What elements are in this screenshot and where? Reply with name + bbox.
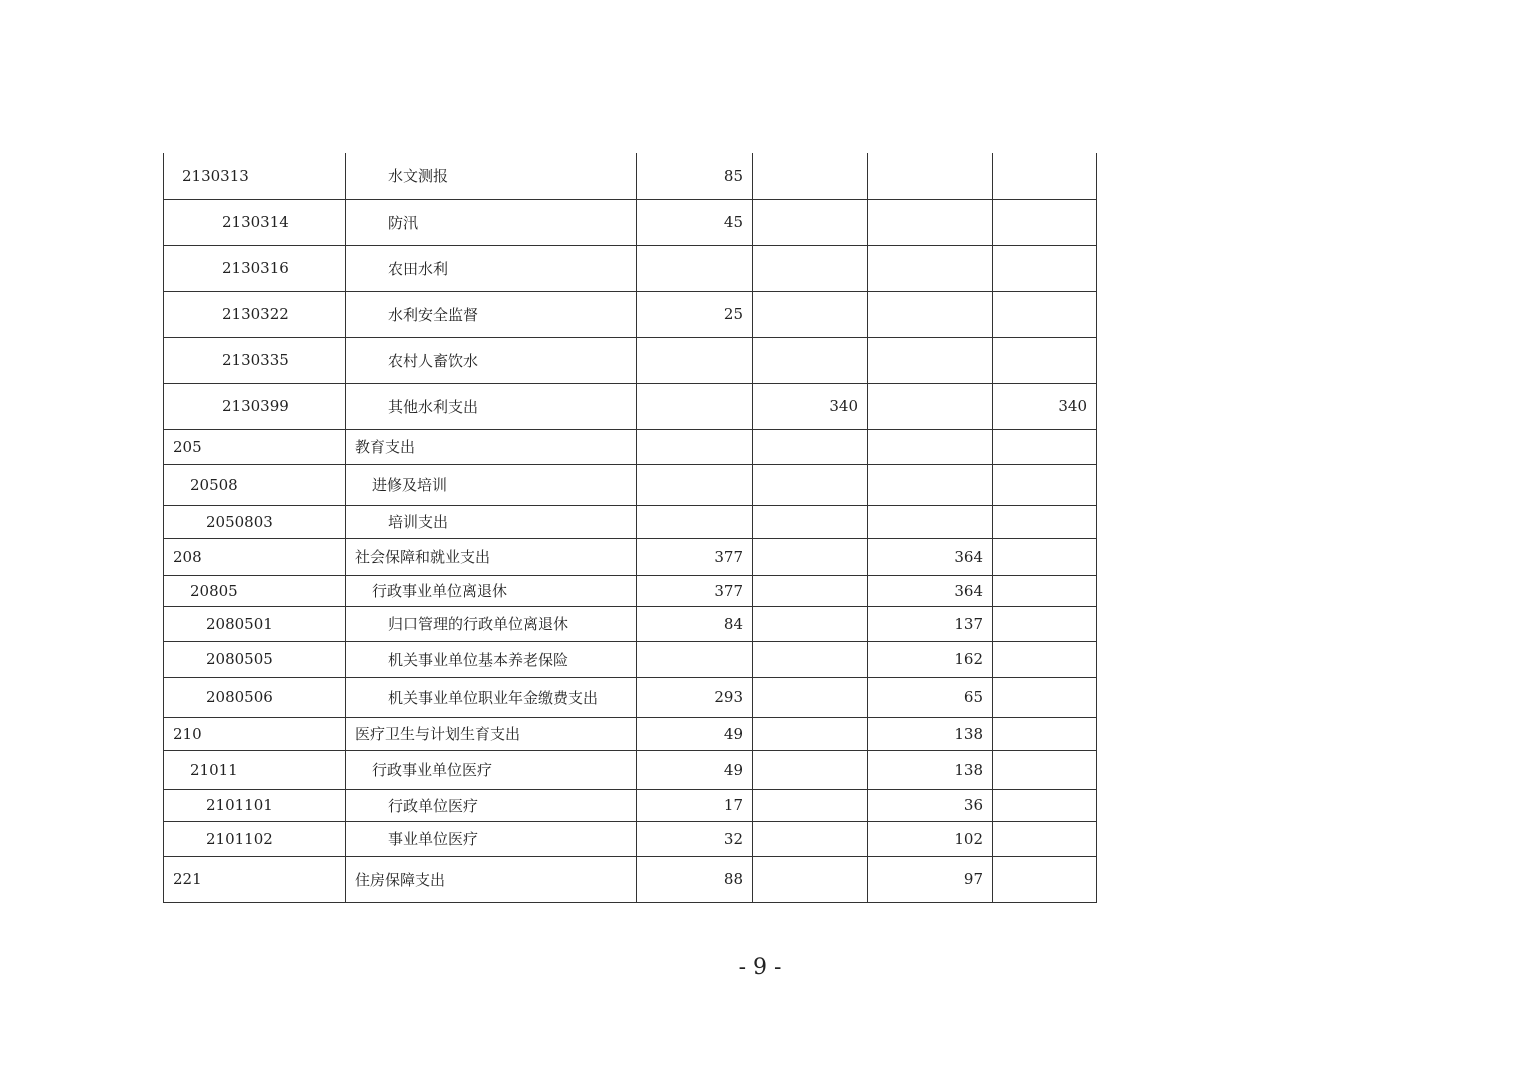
table-row xyxy=(164,383,1097,429)
account-name: 行政事业单位离退休 xyxy=(346,575,637,606)
value-col-3: 364 xyxy=(868,538,993,575)
value-col-1: 84 xyxy=(637,606,753,641)
value-col-1: 85 xyxy=(637,153,753,199)
value-col-3: 36 xyxy=(868,789,993,821)
value-col-2 xyxy=(753,677,868,717)
value-col-2 xyxy=(753,199,868,245)
table-row xyxy=(164,606,1097,641)
value-col-4 xyxy=(993,505,1097,538)
value-col-4 xyxy=(993,538,1097,575)
value-col-2 xyxy=(753,789,868,821)
value-col-3: 364 xyxy=(868,575,993,606)
value-col-3 xyxy=(868,337,993,383)
account-name: 其他水利支出 xyxy=(346,383,637,429)
table-row xyxy=(164,245,1097,291)
value-col-3: 65 xyxy=(868,677,993,717)
value-col-2 xyxy=(753,575,868,606)
value-col-2 xyxy=(753,538,868,575)
value-col-1 xyxy=(637,429,753,464)
account-code: 205 xyxy=(164,429,346,464)
value-col-4 xyxy=(993,821,1097,856)
value-col-2 xyxy=(753,750,868,789)
value-col-3 xyxy=(868,383,993,429)
value-col-4 xyxy=(993,575,1097,606)
value-col-2 xyxy=(753,856,868,902)
value-col-4 xyxy=(993,606,1097,641)
account-name: 机关事业单位基本养老保险 xyxy=(346,641,637,677)
value-col-3 xyxy=(868,464,993,505)
value-col-2 xyxy=(753,606,868,641)
value-col-4 xyxy=(993,677,1097,717)
value-col-4 xyxy=(993,750,1097,789)
account-code: 2101102 xyxy=(164,821,346,856)
value-col-1: 293 xyxy=(637,677,753,717)
account-code: 2130316 xyxy=(164,245,346,291)
value-col-2 xyxy=(753,337,868,383)
account-name: 机关事业单位职业年金缴费支出 xyxy=(346,677,637,717)
value-col-1 xyxy=(637,505,753,538)
account-name: 培训支出 xyxy=(346,505,637,538)
value-col-2 xyxy=(753,245,868,291)
value-col-1 xyxy=(637,337,753,383)
account-name: 行政单位医疗 xyxy=(346,789,637,821)
value-col-1: 32 xyxy=(637,821,753,856)
table-row xyxy=(164,856,1097,902)
value-col-4 xyxy=(993,153,1097,199)
account-code: 2101101 xyxy=(164,789,346,821)
value-col-3: 102 xyxy=(868,821,993,856)
value-col-2 xyxy=(753,464,868,505)
account-name: 行政事业单位医疗 xyxy=(346,750,637,789)
account-code: 20805 xyxy=(164,575,346,606)
value-col-3 xyxy=(868,291,993,337)
account-name: 住房保障支出 xyxy=(346,856,637,902)
value-col-1: 49 xyxy=(637,750,753,789)
table-row xyxy=(164,505,1097,538)
table-row xyxy=(164,199,1097,245)
value-col-4 xyxy=(993,641,1097,677)
value-col-1: 25 xyxy=(637,291,753,337)
account-code: 208 xyxy=(164,538,346,575)
account-name: 水利安全监督 xyxy=(346,291,637,337)
account-name: 农田水利 xyxy=(346,245,637,291)
value-col-2 xyxy=(753,641,868,677)
table-row xyxy=(164,717,1097,750)
table-row xyxy=(164,821,1097,856)
value-col-3 xyxy=(868,153,993,199)
table-row xyxy=(164,575,1097,606)
value-col-3 xyxy=(868,245,993,291)
value-col-1: 377 xyxy=(637,575,753,606)
account-name: 农村人畜饮水 xyxy=(346,337,637,383)
value-col-1 xyxy=(637,464,753,505)
account-code: 20508 xyxy=(164,464,346,505)
value-col-1 xyxy=(637,383,753,429)
account-name: 社会保障和就业支出 xyxy=(346,538,637,575)
value-col-1: 377 xyxy=(637,538,753,575)
table-row xyxy=(164,750,1097,789)
value-col-2 xyxy=(753,717,868,750)
value-col-3 xyxy=(868,429,993,464)
value-col-4 xyxy=(993,429,1097,464)
value-col-2 xyxy=(753,153,868,199)
account-name: 进修及培训 xyxy=(346,464,637,505)
value-col-4: 340 xyxy=(993,383,1097,429)
account-name: 水文测报 xyxy=(346,153,637,199)
account-name: 医疗卫生与计划生育支出 xyxy=(346,717,637,750)
table-row xyxy=(164,153,1097,199)
value-col-4 xyxy=(993,245,1097,291)
account-name: 防汛 xyxy=(346,199,637,245)
account-name: 教育支出 xyxy=(346,429,637,464)
account-name: 归口管理的行政单位离退休 xyxy=(346,606,637,641)
account-code: 2080505 xyxy=(164,641,346,677)
table-row xyxy=(164,337,1097,383)
account-code: 221 xyxy=(164,856,346,902)
table-row xyxy=(164,677,1097,717)
value-col-3 xyxy=(868,199,993,245)
value-col-4 xyxy=(993,199,1097,245)
table-row xyxy=(164,429,1097,464)
value-col-1 xyxy=(637,641,753,677)
value-col-1: 45 xyxy=(637,199,753,245)
value-col-3: 138 xyxy=(868,717,993,750)
value-col-3: 138 xyxy=(868,750,993,789)
account-code: 2130399 xyxy=(164,383,346,429)
value-col-1: 49 xyxy=(637,717,753,750)
value-col-1: 88 xyxy=(637,856,753,902)
table-row xyxy=(164,641,1097,677)
value-col-4 xyxy=(993,291,1097,337)
value-col-4 xyxy=(993,464,1097,505)
value-col-4 xyxy=(993,789,1097,821)
value-col-4 xyxy=(993,856,1097,902)
account-code: 2080506 xyxy=(164,677,346,717)
budget-table xyxy=(163,153,1097,903)
value-col-2 xyxy=(753,429,868,464)
account-name: 事业单位医疗 xyxy=(346,821,637,856)
value-col-4 xyxy=(993,717,1097,750)
value-col-2 xyxy=(753,821,868,856)
account-code: 2130314 xyxy=(164,199,346,245)
account-code: 2130322 xyxy=(164,291,346,337)
value-col-1: 17 xyxy=(637,789,753,821)
account-code: 2130335 xyxy=(164,337,346,383)
value-col-2: 340 xyxy=(753,383,868,429)
account-code: 21011 xyxy=(164,750,346,789)
value-col-3 xyxy=(868,505,993,538)
value-col-3: 137 xyxy=(868,606,993,641)
value-col-3: 162 xyxy=(868,641,993,677)
table-row xyxy=(164,538,1097,575)
value-col-3: 97 xyxy=(868,856,993,902)
value-col-2 xyxy=(753,291,868,337)
account-code: 2080501 xyxy=(164,606,346,641)
page-number: - 9 - xyxy=(738,955,782,980)
value-col-1 xyxy=(637,245,753,291)
table-row xyxy=(164,464,1097,505)
account-code: 2130313 xyxy=(164,153,346,199)
value-col-4 xyxy=(993,337,1097,383)
account-code: 2050803 xyxy=(164,505,346,538)
table-row xyxy=(164,789,1097,821)
value-col-2 xyxy=(753,505,868,538)
account-code: 210 xyxy=(164,717,346,750)
table-row xyxy=(164,291,1097,337)
